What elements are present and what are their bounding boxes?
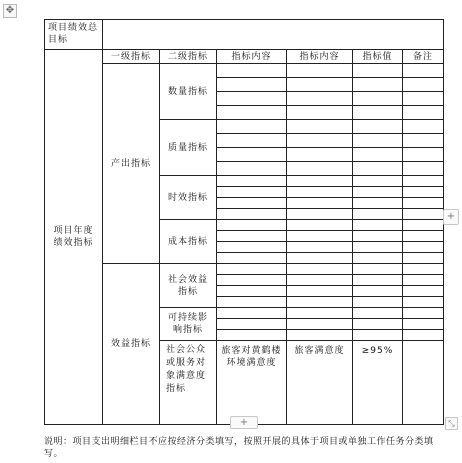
cell[interactable]	[353, 209, 403, 220]
cell[interactable]	[217, 319, 287, 330]
cell[interactable]	[287, 148, 353, 162]
cell[interactable]	[403, 120, 444, 134]
cell[interactable]	[287, 134, 353, 148]
cell[interactable]	[217, 106, 287, 120]
cell[interactable]	[403, 209, 444, 220]
cell[interactable]	[287, 198, 353, 209]
cell[interactable]	[403, 148, 444, 162]
output-indicator-label: 产出指标	[103, 64, 160, 264]
cell[interactable]	[353, 162, 403, 176]
cell[interactable]	[353, 275, 403, 286]
cost-indicator: 成本指标	[160, 220, 217, 264]
cell[interactable]	[403, 162, 444, 176]
cell[interactable]	[353, 176, 403, 187]
footnote: 说明：项目支出明细栏目不应按经济分类填写，按照开展的具体于项目或单独工作任务分类填写。	[44, 437, 434, 459]
cell[interactable]	[287, 92, 353, 106]
cell[interactable]	[403, 319, 444, 330]
overall-goal-label: 项目绩效总目标	[45, 20, 103, 50]
satisfaction-content-1[interactable]: 旅客对黄鹤楼环境满意度	[217, 341, 287, 425]
cell[interactable]	[217, 148, 287, 162]
cell[interactable]	[403, 286, 444, 297]
quality-indicator: 质量指标	[160, 120, 217, 176]
cell[interactable]	[287, 176, 353, 187]
cell[interactable]	[217, 242, 287, 253]
cell[interactable]	[287, 319, 353, 330]
cell[interactable]	[403, 106, 444, 120]
cell[interactable]	[353, 253, 403, 264]
cell[interactable]	[217, 92, 287, 106]
cell[interactable]	[217, 209, 287, 220]
cell[interactable]	[353, 148, 403, 162]
cell[interactable]	[217, 187, 287, 198]
cell[interactable]	[217, 162, 287, 176]
add-row-icon[interactable]: +	[230, 416, 258, 429]
header-level2: 二级指标	[160, 50, 217, 64]
annual-indicator-label: 项目年度绩效指标	[45, 50, 103, 425]
header-remark: 备注	[403, 50, 444, 64]
cell[interactable]	[353, 64, 403, 78]
cell[interactable]	[353, 92, 403, 106]
cell[interactable]	[217, 220, 287, 231]
header-content-1: 指标内容	[217, 50, 287, 64]
performance-indicator-table	[44, 19, 444, 425]
cell[interactable]	[287, 120, 353, 134]
cell[interactable]	[353, 220, 403, 231]
cell[interactable]	[287, 187, 353, 198]
cell[interactable]	[287, 330, 353, 341]
overall-goal-cell[interactable]	[103, 20, 444, 50]
cell[interactable]	[353, 297, 403, 308]
cell[interactable]	[287, 106, 353, 120]
cell[interactable]	[403, 198, 444, 209]
cell[interactable]	[217, 286, 287, 297]
cell[interactable]	[287, 264, 353, 275]
cell[interactable]	[287, 220, 353, 231]
cell[interactable]	[353, 231, 403, 242]
cell[interactable]	[217, 198, 287, 209]
cell[interactable]	[403, 187, 444, 198]
cell[interactable]	[403, 220, 444, 231]
cell[interactable]	[217, 64, 287, 78]
cell[interactable]	[217, 253, 287, 264]
cell[interactable]	[287, 78, 353, 92]
cell[interactable]	[353, 286, 403, 297]
cell[interactable]	[217, 134, 287, 148]
cell[interactable]	[353, 264, 403, 275]
cell[interactable]	[287, 286, 353, 297]
cell[interactable]	[353, 187, 403, 198]
cell[interactable]	[217, 78, 287, 92]
cell[interactable]	[287, 308, 353, 319]
cell[interactable]	[217, 330, 287, 341]
satisfaction-indicator: 社会公众或服务对象满意度指标	[160, 341, 217, 425]
move-table-icon[interactable]: ✥	[3, 4, 17, 18]
effect-indicator-label: 效益指标	[103, 264, 160, 425]
satisfaction-remark[interactable]	[403, 341, 444, 425]
header-content-2: 指标内容	[287, 50, 353, 64]
cell[interactable]	[403, 264, 444, 275]
resize-table-icon[interactable]: ⤡	[445, 417, 458, 430]
cell[interactable]	[403, 308, 444, 319]
social-benefit-indicator: 社会效益指标	[160, 264, 217, 308]
cell[interactable]	[353, 134, 403, 148]
cell[interactable]	[403, 330, 444, 341]
cell[interactable]	[403, 64, 444, 78]
cell[interactable]	[403, 297, 444, 308]
cell[interactable]	[287, 297, 353, 308]
timeliness-indicator: 时效指标	[160, 176, 217, 220]
cell[interactable]	[403, 134, 444, 148]
cell[interactable]	[287, 242, 353, 253]
cell[interactable]	[353, 120, 403, 134]
cell[interactable]	[217, 176, 287, 187]
cell[interactable]	[353, 319, 403, 330]
cell[interactable]	[217, 275, 287, 286]
cell[interactable]	[403, 253, 444, 264]
cell[interactable]	[403, 242, 444, 253]
cell[interactable]	[287, 275, 353, 286]
cell[interactable]	[353, 198, 403, 209]
quantity-indicator: 数量指标	[160, 64, 217, 120]
satisfaction-value[interactable]: ≥95%	[353, 341, 403, 425]
cell[interactable]	[403, 176, 444, 187]
cell[interactable]	[287, 162, 353, 176]
cell[interactable]	[353, 330, 403, 341]
header-value: 指标值	[353, 50, 403, 64]
satisfaction-content-2[interactable]: 旅客满意度	[287, 341, 353, 425]
cell[interactable]	[353, 308, 403, 319]
cell[interactable]	[287, 64, 353, 78]
sustainable-impact-indicator: 可持续影响指标	[160, 308, 217, 341]
cell[interactable]	[217, 264, 287, 275]
cell[interactable]	[353, 78, 403, 92]
header-level1: 一级指标	[103, 50, 160, 64]
cell[interactable]	[353, 106, 403, 120]
cell[interactable]	[403, 92, 444, 106]
cell[interactable]	[217, 120, 287, 134]
cell[interactable]	[287, 231, 353, 242]
cell[interactable]	[403, 78, 444, 92]
cell[interactable]	[403, 275, 444, 286]
cell[interactable]	[287, 253, 353, 264]
cell[interactable]	[353, 242, 403, 253]
cell[interactable]	[287, 209, 353, 220]
cell[interactable]	[403, 231, 444, 242]
add-column-icon[interactable]: +	[443, 209, 459, 225]
cell[interactable]	[217, 297, 287, 308]
cell[interactable]	[217, 308, 287, 319]
cell[interactable]	[217, 231, 287, 242]
